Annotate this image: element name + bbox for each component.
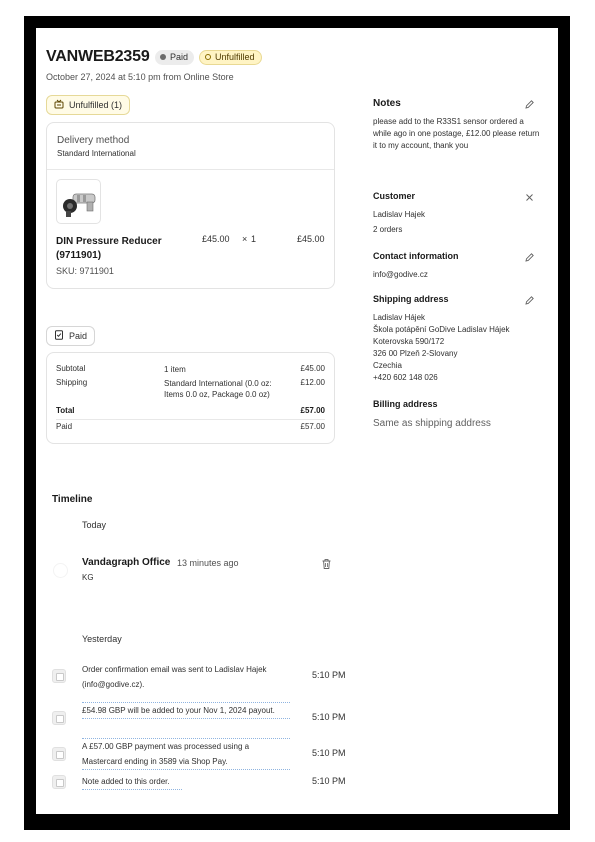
payment-divider — [56, 419, 325, 420]
subtotal-label: Subtotal — [56, 364, 86, 373]
fulfillment-status-badge — [199, 50, 262, 65]
delivery-method-value: Standard International — [57, 149, 136, 158]
shipping-address-line: Ladislav Hájek — [373, 313, 426, 322]
comment-author: Vandagraph Office — [82, 557, 171, 568]
product-thumbnail[interactable] — [56, 179, 101, 224]
window-frame-top — [24, 16, 570, 28]
timeline-event-text: Note added to this order. — [82, 774, 182, 790]
shipping-value: £12.00 — [300, 378, 325, 387]
notes-text: please add to the R33S1 sensor ordered a while ago in one postage, £12.00 please return it to my account, thank you — [373, 117, 540, 150]
receipt-check-icon — [54, 330, 64, 342]
timeline-event-icon — [52, 711, 66, 725]
timeline-day-today: Today — [82, 520, 107, 530]
product-unit-price: £45.00 — [202, 234, 230, 244]
timeline-event-text: A £57.00 GBP payment was processed using a Mastercard ending in 3589 via Shop Pay. — [82, 738, 290, 770]
edit-shipping-pencil-icon[interactable] — [524, 293, 535, 304]
timeline-title: Timeline — [52, 494, 93, 505]
delete-comment-trash-icon[interactable] — [321, 557, 332, 569]
total-value: £57.00 — [300, 406, 325, 415]
order-page — [36, 28, 558, 814]
customer-title: Customer — [373, 191, 416, 201]
fulfillment-card — [46, 122, 335, 289]
times-sign: × — [242, 234, 248, 244]
timeline-event-text: £54.98 GBP will be added to your Nov 1, 2024 payout. — [82, 702, 290, 719]
timeline-event-time: 5:10 PM — [312, 776, 346, 786]
shipping-detail: Standard International (0.0 oz: Items 0.0 oz, Package 0.0 oz) — [164, 379, 272, 399]
product-sku: SKU: 9711901 — [56, 266, 114, 276]
payment-status-label: Paid — [170, 52, 189, 62]
order-subtitle: October 27, 2024 at 5:10 pm from Online Store — [46, 72, 234, 82]
payment-status-badge — [155, 50, 194, 65]
comment-avatar — [53, 563, 68, 578]
status-ring-icon — [205, 54, 211, 60]
unfulfilled-pill-label: Unfulfilled (1) — [69, 100, 123, 110]
shipping-address-line: Škola potápění GoDive Ladislav Hájek — [373, 325, 510, 334]
card-divider — [47, 169, 334, 170]
paid-label: Paid — [56, 422, 73, 431]
customer-name-link[interactable]: Ladislav Hajek — [373, 210, 426, 219]
timeline-event-icon — [52, 669, 66, 683]
shipping-address-line: Koterovska 590/172 — [373, 337, 445, 346]
edit-contact-pencil-icon[interactable] — [524, 250, 535, 261]
remove-customer-close-icon[interactable] — [524, 190, 535, 201]
window-frame-bottom — [24, 814, 570, 830]
total-label: Total — [56, 406, 75, 415]
shipping-label: Shipping — [56, 378, 88, 387]
window-frame-right — [558, 16, 570, 830]
notes-title: Notes — [373, 98, 401, 109]
order-number: VANWEB2359 — [46, 48, 150, 65]
timeline-day-yesterday: Yesterday — [82, 634, 122, 644]
timeline-event-time: 5:10 PM — [312, 748, 346, 758]
paid-pill — [46, 326, 95, 346]
timeline-event-icon — [52, 747, 66, 761]
contact-title: Contact information — [373, 251, 459, 261]
subtotal-value: £45.00 — [300, 364, 325, 373]
product-quantity: 1 — [251, 234, 257, 244]
delivery-method-label: Delivery method — [57, 135, 130, 146]
timeline-event-time: 5:10 PM — [312, 712, 346, 722]
shipping-address-line: 326 00 Plzeň 2-Slovany — [373, 349, 458, 358]
billing-address-title: Billing address — [373, 399, 438, 409]
shipping-address-title: Shipping address — [373, 294, 449, 304]
status-dot-icon — [160, 54, 166, 60]
fulfillment-status-label: Unfulfilled — [215, 52, 255, 62]
comment-text: KG — [82, 573, 94, 582]
edit-notes-pencil-icon[interactable] — [524, 97, 535, 108]
product-line-total: £45.00 — [297, 234, 325, 244]
window-frame-left — [24, 16, 36, 830]
package-icon — [54, 99, 64, 111]
paid-value: £57.00 — [300, 422, 325, 431]
unfulfilled-pill — [46, 95, 130, 115]
timeline-event-text: Order confirmation email was sent to Ladislav Hajek (info@godive.cz). — [82, 665, 267, 689]
paid-pill-label: Paid — [69, 331, 88, 341]
comment-time-ago: 13 minutes ago — [177, 558, 239, 568]
timeline-event-icon — [52, 775, 66, 789]
timeline-event-time: 5:10 PM — [312, 670, 346, 680]
subtotal-items: 1 item — [164, 365, 186, 374]
payment-card — [46, 352, 335, 444]
shipping-address-line: Czechia — [373, 361, 402, 370]
billing-address-value: Same as shipping address — [373, 418, 491, 429]
product-name-link[interactable]: DIN Pressure Reducer (9711901) — [56, 236, 162, 261]
customer-orders-link[interactable]: 2 orders — [373, 225, 403, 234]
contact-email-link[interactable]: info@godive.cz — [373, 270, 428, 279]
shipping-address-phone: +420 602 148 026 — [373, 373, 438, 382]
